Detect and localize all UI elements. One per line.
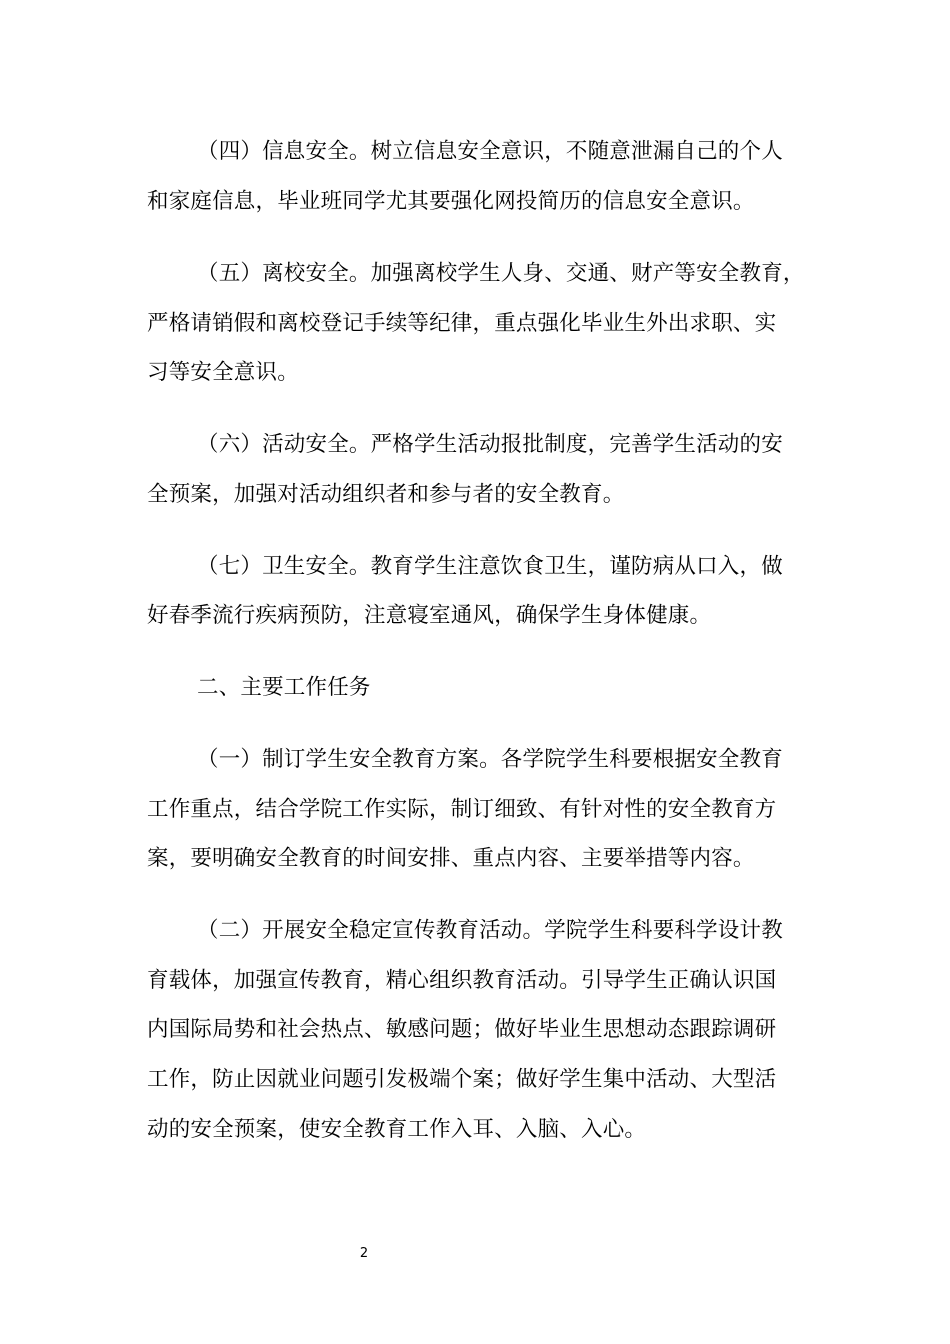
paragraph-line: （四）信息安全。树立信息安全意识，不随意泄漏自己的个人 xyxy=(197,139,783,164)
paragraph-line: （二）开展安全稳定宣传教育活动。学院学生科要科学设计教 xyxy=(197,918,783,943)
paragraph-line: 内国际局势和社会热点、敏感问题；做好毕业生思想动态跟踪调研 xyxy=(147,1017,777,1042)
page-number: 2 xyxy=(359,1246,369,1261)
paragraph-line: 全预案，加强对活动组织者和参与者的安全教育。 xyxy=(147,482,625,507)
paragraph-line: 案，要明确安全教育的时间安排、重点内容、主要举措等内容。 xyxy=(147,846,755,871)
paragraph-line: 工作，防止因就业问题引发极端个案；做好学生集中活动、大型活 xyxy=(147,1067,777,1092)
paragraph-line: 好春季流行疾病预防，注意寝室通风，确保学生身体健康。 xyxy=(147,603,712,628)
paragraph-line: 育载体，加强宣传教育，精心组织教育活动。引导学生正确认识国 xyxy=(147,968,777,993)
paragraph-line: 严格请销假和离校登记手续等纪律，重点强化毕业生外出求职、实 xyxy=(147,311,777,336)
paragraph-line: （一）制订学生安全教育方案。各学院学生科要根据安全教育 xyxy=(197,747,783,772)
paragraph-line: （六）活动安全。严格学生活动报批制度，完善学生活动的安 xyxy=(197,432,783,457)
paragraph-line: 动的安全预案，使安全教育工作入耳、入脑、入心。 xyxy=(147,1117,647,1142)
paragraph-line: （五）离校安全。加强离校学生人身、交通、财产等安全教育， xyxy=(197,261,805,286)
paragraph-line: 工作重点，结合学院工作实际，制订细致、有针对性的安全教育方 xyxy=(147,797,777,822)
paragraph-line: 习等安全意识。 xyxy=(147,360,299,385)
paragraph-line: 和家庭信息，毕业班同学尤其要强化网投简历的信息安全意识。 xyxy=(147,189,755,214)
paragraph-line: （七）卫生安全。教育学生注意饮食卫生，谨防病从口入，做 xyxy=(197,554,783,579)
section-heading: 二、主要工作任务 xyxy=(197,675,371,700)
